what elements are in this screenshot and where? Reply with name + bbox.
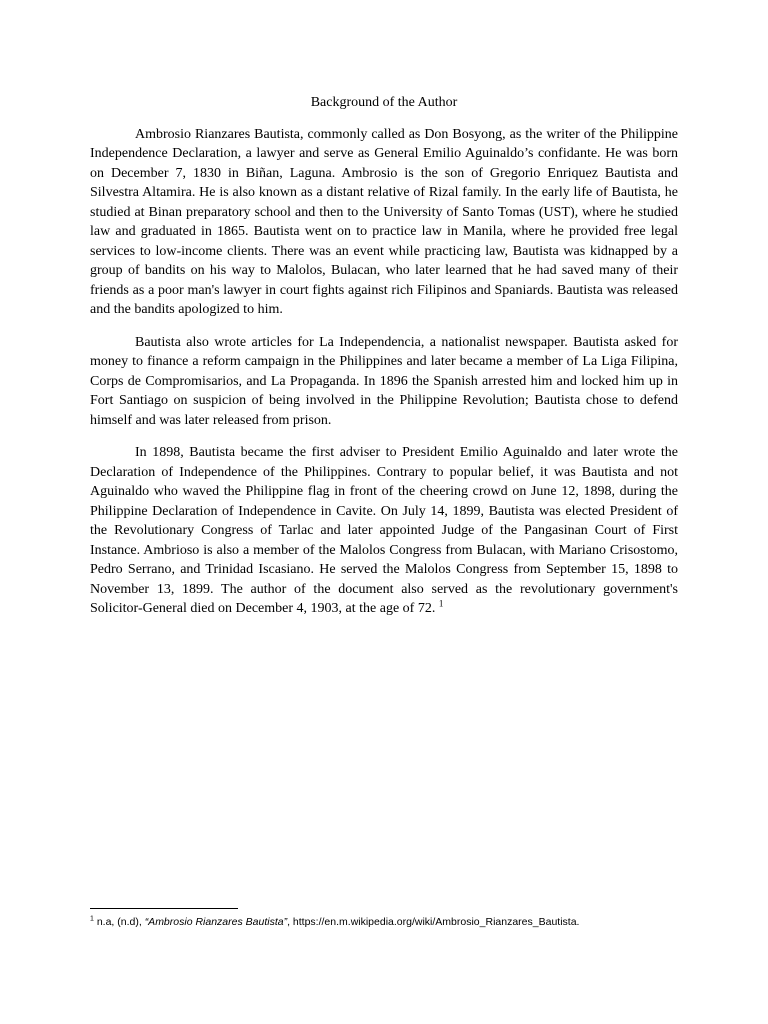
footnote-link: , https://en.m.wikipedia.org/wiki/Ambrosio_Rianzares_Bautista. xyxy=(287,916,580,928)
paragraph-2: Bautista also wrote articles for La Independencia, a nationalist newspaper. Bautista asked for money to finance a reform campaign in the Philippines and later became a member of La Liga Filipina, Corps de Compromisarios, and La Propaganda. In 1896 the Spanish arrested him and locked him up in Fort Santiago on suspicion of being involved in the Philippine Revolution; Bautista chose to defend himself and was later released from prison. xyxy=(90,334,678,428)
document-body xyxy=(90,93,678,632)
footnote-prefix: n.a, (n.d), xyxy=(93,916,145,928)
paragraph-3 xyxy=(90,443,678,619)
document-title: Background of the Author xyxy=(310,95,458,110)
footnote-separator xyxy=(90,908,238,909)
paragraph-3-text: In 1898, Bautista became the first adviser to President Emilio Aguinaldo and later wrote the Declaration of Independence of the Philippines. Contrary to popular belief, it was Bautista and not Aguinaldo who waved the Philippine flag in front of the cheering crowd on June 12, 1898, during the Philippine Declaration of Independence in Cavite. On July 14, 1899, Bautista was elected President of the Revolutionary Congress of Tarlac and later appointed Judge of the Pangasinan Court of First Instance. Ambrioso is also a member of the Malolos Congress from Bulacan, with Mariano Crisostomo, Pedro Serrano, and Trinidad Iscasiano. He served the Malolos Congress from September 15, 1898 to November 13, 1899. The author of the document also served as the revolutionary government's Solicitor-General died on December 4, 1903, at the age of 72. xyxy=(90,445,678,616)
footnote xyxy=(90,915,690,929)
footnote-source-title: “Ambrosio Rianzares Bautista” xyxy=(144,916,288,928)
footnote-marker: 1 xyxy=(90,915,94,923)
paragraph-1: Ambrosio Rianzares Bautista, commonly called as Don Bosyong, as the writer of the Philippine Independence Declaration, a lawyer and serve as General Emilio Aguinaldo’s confidante. He was born on December 7, 1830 in Biñan, Laguna. Ambrosio is the son of Gregorio Enriquez Bautista and Silvestra Altamira. He is also known as a distant relative of Rizal family. In the early life of Bautista, he studied at Binan preparatory school and then to the University of Santo Tomas (UST), where he studied law and graduated in 1865. Bautista went on to practice law in Manila, where he provided free legal services to low-income clients. There was an event while practicing law, Bautista was kidnapped by a group of bandits on his way to Malolos, Bulacan, who later learned that he had saved many of their friends as a poor man's lawyer in court fights against rich Filipinos and Spaniards. Bautista was released and the bandits apologized to him. xyxy=(90,126,678,317)
footnote-reference: 1 xyxy=(438,598,444,609)
